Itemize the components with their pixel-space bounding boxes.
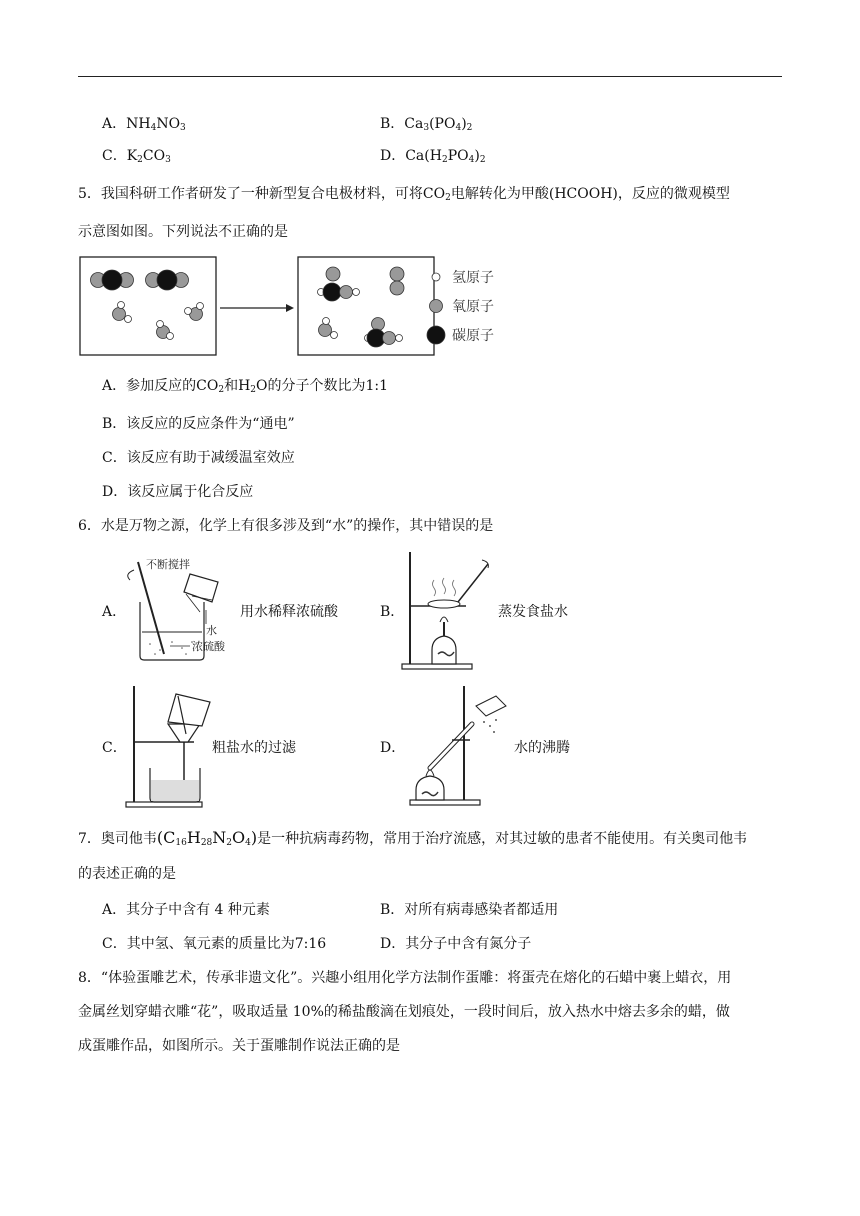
q5-stem: 5．我国科研工作者研发了一种新型复合电极材料，可将$CO_2$电解转化为甲酸(HCOOH)，反应的微观模型 xyxy=(78,186,730,203)
co2-molecule xyxy=(91,270,134,290)
legend-oxygen: 氧原子 xyxy=(452,299,494,315)
q6-option-c-letter: C． xyxy=(102,740,127,756)
o2-molecule xyxy=(390,267,404,295)
q6-option-c-figure xyxy=(120,680,220,810)
legend-hydrogen: 氢原子 xyxy=(452,270,494,286)
h2o-molecule xyxy=(157,321,174,340)
q7-stem: 7．奥司他韦$(C_{16}H_{28}N_2O_4)$是一种抗病毒药物，常用于治疗流感，对其过敏的患者不能使用。有关奥司他韦 xyxy=(78,828,748,848)
q4-option-c: C．$K_2CO_3$ xyxy=(102,148,171,165)
oxygen-legend-icon xyxy=(430,300,443,313)
header-rule xyxy=(78,76,782,77)
q4-option-a: A．$NH_4NO_3$ xyxy=(102,116,186,133)
q5-option-a: A．参加反应的$CO_2$和$H_2O$的分子个数比为1:1 xyxy=(102,378,389,395)
q5-stem-line2: 示意图如图。下列说法不正确的是 xyxy=(78,224,288,240)
q6-option-b-figure xyxy=(398,546,498,672)
q6-option-d-letter: D． xyxy=(380,740,406,756)
q7-option-c: C．其中氢、氧元素的质量比为7:16 xyxy=(102,936,327,952)
h2o-molecule xyxy=(185,303,204,321)
hcooh-molecule xyxy=(318,267,360,301)
h2o-molecule xyxy=(113,302,132,323)
stirring-label: 不断搅拌 xyxy=(146,558,190,571)
q6-option-a-text: 用水稀释浓硫酸 xyxy=(240,604,338,620)
q6-option-b-text: 蒸发食盐水 xyxy=(498,604,568,620)
q7-option-b: B．对所有病毒感染者都适用 xyxy=(380,902,559,918)
q7-stem-line2: 的表述正确的是 xyxy=(78,866,176,882)
carbon-legend-icon xyxy=(427,326,445,344)
sulfuric-acid-label: 浓硫酸 xyxy=(192,640,225,653)
q6-option-b-letter: B． xyxy=(380,604,405,620)
q6-option-a-letter: A． xyxy=(102,604,127,620)
q6-option-a-figure xyxy=(120,552,240,664)
legend-carbon: 碳原子 xyxy=(452,328,494,344)
h2o-molecule xyxy=(319,318,338,339)
q6-stem: 6．水是万物之源，化学上有很多涉及到“水”的操作，其中错误的是 xyxy=(78,518,494,534)
q6-option-c-text: 粗盐水的过滤 xyxy=(212,740,296,756)
q5-option-c: C．该反应有助于减缓温室效应 xyxy=(102,450,295,466)
hcooh-molecule xyxy=(365,318,403,348)
water-label: 水 xyxy=(206,624,217,637)
q8-stem-line1: 8．“体验蛋雕艺术，传承非遗文化”。兴趣小组用化学方法制作蛋雕：将蛋壳在熔化的石蜡中裹上蜡衣，用 xyxy=(78,970,732,986)
q6-option-d-text: 水的沸腾 xyxy=(514,740,570,756)
q5-option-d: D．该反应属于化合反应 xyxy=(102,484,254,500)
co2-molecule xyxy=(146,270,189,290)
q4-option-b: B．$Ca_3(PO_4)_2$ xyxy=(380,116,473,133)
q8-stem-line3: 成蛋雕作品，如图所示。关于蛋雕制作说法正确的是 xyxy=(78,1038,400,1054)
q8-stem-line2: 金属丝划穿蜡衣雕“花”，吸取适量 10%的稀盐酸滴在划痕处，一段时间后，放入热水中熔去多余的蜡，做 xyxy=(78,1004,730,1020)
q4-option-d: D．$Ca(H_2PO_4)_2$ xyxy=(380,148,486,165)
q7-option-d: D．其分子中含有氮分子 xyxy=(380,936,532,952)
hydrogen-legend-icon xyxy=(432,273,440,281)
q7-option-a: A．其分子中含有 4 种元素 xyxy=(102,902,270,918)
oseltamivir-formula: $(C_{16}H_{28}N_2O_4)$ xyxy=(156,828,258,848)
q5-reaction-diagram xyxy=(78,254,508,360)
q5-option-b: B．该反应的反应条件为“通电” xyxy=(102,416,295,432)
q6-option-d-figure xyxy=(400,680,510,810)
